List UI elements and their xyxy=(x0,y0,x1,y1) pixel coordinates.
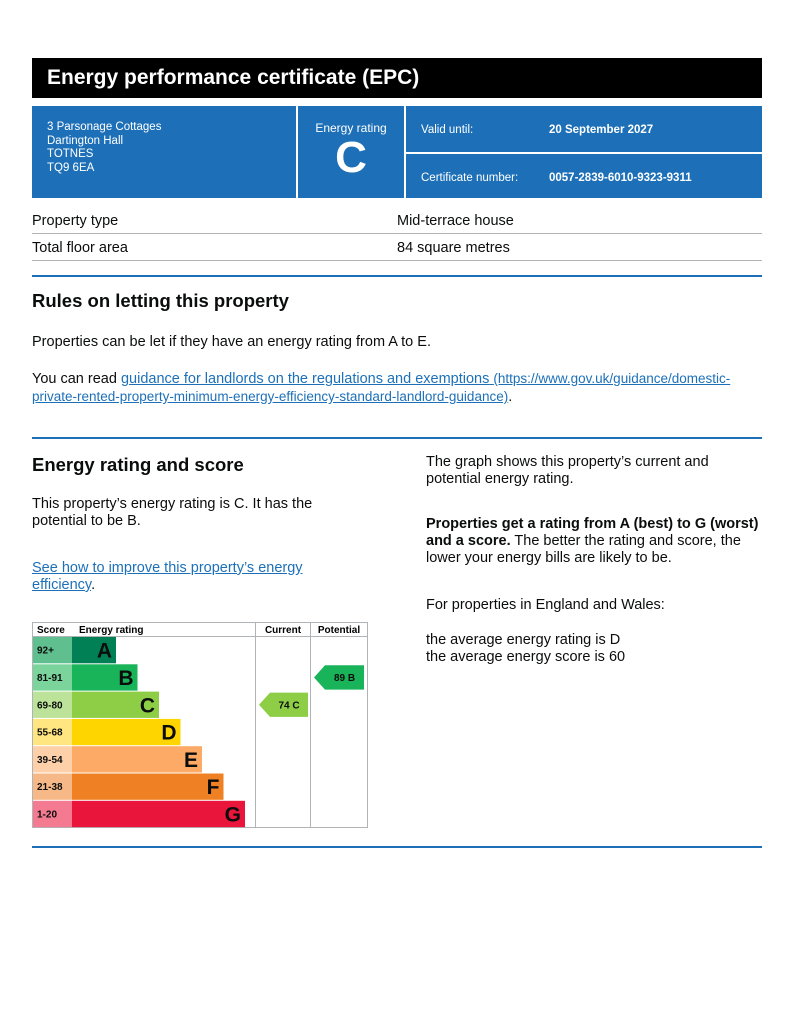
address-line: TOTNES xyxy=(47,148,94,160)
band-bar-F xyxy=(72,774,224,800)
rules-heading: Rules on letting this property xyxy=(32,290,289,311)
landlord-guidance-link[interactable] xyxy=(32,371,730,405)
band-letter-C: C xyxy=(139,694,155,718)
property-type-label: Property type xyxy=(32,213,119,229)
guidance-paragraph xyxy=(32,370,762,406)
band-range-B: 81-91 xyxy=(37,672,63,684)
certificate-number-label: Certificate number: xyxy=(421,172,519,184)
potential-header: Potential xyxy=(317,625,361,636)
rating-explanation xyxy=(426,516,758,567)
band-letter-B: B xyxy=(118,666,134,690)
graph-text: potential energy rating. xyxy=(426,471,574,487)
rating-explanation-bold: and a score. xyxy=(426,533,511,549)
property-type-row xyxy=(32,208,762,234)
energy-rating-label: Energy rating xyxy=(315,121,387,135)
guidance-link-url: (https://www.gov.uk/guidance/domestic- xyxy=(493,371,731,386)
rules-paragraph: Properties can be let if they have an energy rating from A to E. xyxy=(32,334,431,350)
rating-explanation-bold: Properties get a rating from A (best) to G (worst) xyxy=(426,516,759,532)
improve-paragraph xyxy=(32,560,303,594)
rating-explanation-text: lower your energy bills are likely to be. xyxy=(426,550,672,566)
band-range-G: 1-20 xyxy=(37,809,58,821)
valid-until-box xyxy=(406,106,762,152)
band-range-A: 92+ xyxy=(37,645,54,657)
band-range-E: 39-54 xyxy=(37,754,63,766)
score-text: This property’s energy rating is C. It has the xyxy=(32,496,313,512)
current-rating-marker-label: 74 C xyxy=(278,700,300,712)
guidance-link-text: guidance for landlords on the regulations and exemptions xyxy=(120,371,490,387)
energy-rating-chart xyxy=(32,622,368,828)
improve-link-text: See how to improve this property’s energy xyxy=(32,560,303,576)
address-line: 3 Parsonage Cottages xyxy=(47,121,162,133)
graph-text: The graph shows this property’s current and xyxy=(426,454,709,470)
band-range-C: 69-80 xyxy=(37,700,63,712)
floor-area-label: Total floor area xyxy=(32,240,128,256)
section-divider xyxy=(32,275,762,277)
band-bar-G xyxy=(72,801,245,827)
improve-efficiency-link[interactable] xyxy=(32,560,303,593)
region-note: For properties in England and Wales: xyxy=(426,597,665,613)
section-divider xyxy=(32,437,762,439)
band-range-F: 21-38 xyxy=(37,782,63,794)
guidance-suffix: . xyxy=(508,389,513,405)
property-type-value: Mid-terrace house xyxy=(397,213,514,229)
band-letter-D: D xyxy=(161,721,177,745)
valid-until-label: Valid until: xyxy=(421,124,474,136)
improve-link-text: efficiency xyxy=(32,577,92,593)
guidance-link-url: private-rented-property-minimum-energy-efficiency-standard-landlord-guidance) xyxy=(32,389,509,404)
energy-rating-box xyxy=(298,106,404,198)
page-title: Energy performance certificate (EPC) xyxy=(32,58,762,98)
energy-rating-header: Energy rating xyxy=(79,625,144,636)
guidance-prefix: You can read xyxy=(32,371,121,387)
score-text: potential to be B. xyxy=(32,513,141,529)
graph-description xyxy=(426,454,709,488)
band-letter-G: G xyxy=(224,803,241,827)
valid-until-value: 20 September 2027 xyxy=(549,124,654,136)
potential-rating-marker-label: 89 B xyxy=(333,672,356,684)
address-line: Dartington Hall xyxy=(47,134,124,147)
band-letter-A: A xyxy=(96,639,112,663)
average-rating: the average energy rating is D xyxy=(426,632,621,648)
certificate-number-box xyxy=(406,154,762,198)
band-letter-F: F xyxy=(206,776,220,800)
score-heading: Energy rating and score xyxy=(32,454,244,475)
property-address xyxy=(32,106,296,198)
rating-explanation-text: The better the rating and score, the xyxy=(510,533,741,549)
score-header: Score xyxy=(37,625,65,636)
current-header: Current xyxy=(264,625,302,636)
certificate-number-value: 0057-2839-6010-9323-9311 xyxy=(549,172,692,184)
section-divider xyxy=(32,846,762,848)
address-line: TQ9 6EA xyxy=(47,161,95,174)
score-paragraph xyxy=(32,496,312,530)
floor-area-row xyxy=(32,235,762,261)
band-bar-E xyxy=(72,746,202,772)
average-rating-note xyxy=(426,632,625,666)
energy-rating-value: C xyxy=(335,133,367,182)
average-score: the average energy score is 60 xyxy=(426,649,626,665)
floor-area-value: 84 square metres xyxy=(397,240,510,256)
band-letter-E: E xyxy=(183,748,198,772)
improve-suffix: . xyxy=(91,577,96,593)
band-range-D: 55-68 xyxy=(37,727,63,739)
